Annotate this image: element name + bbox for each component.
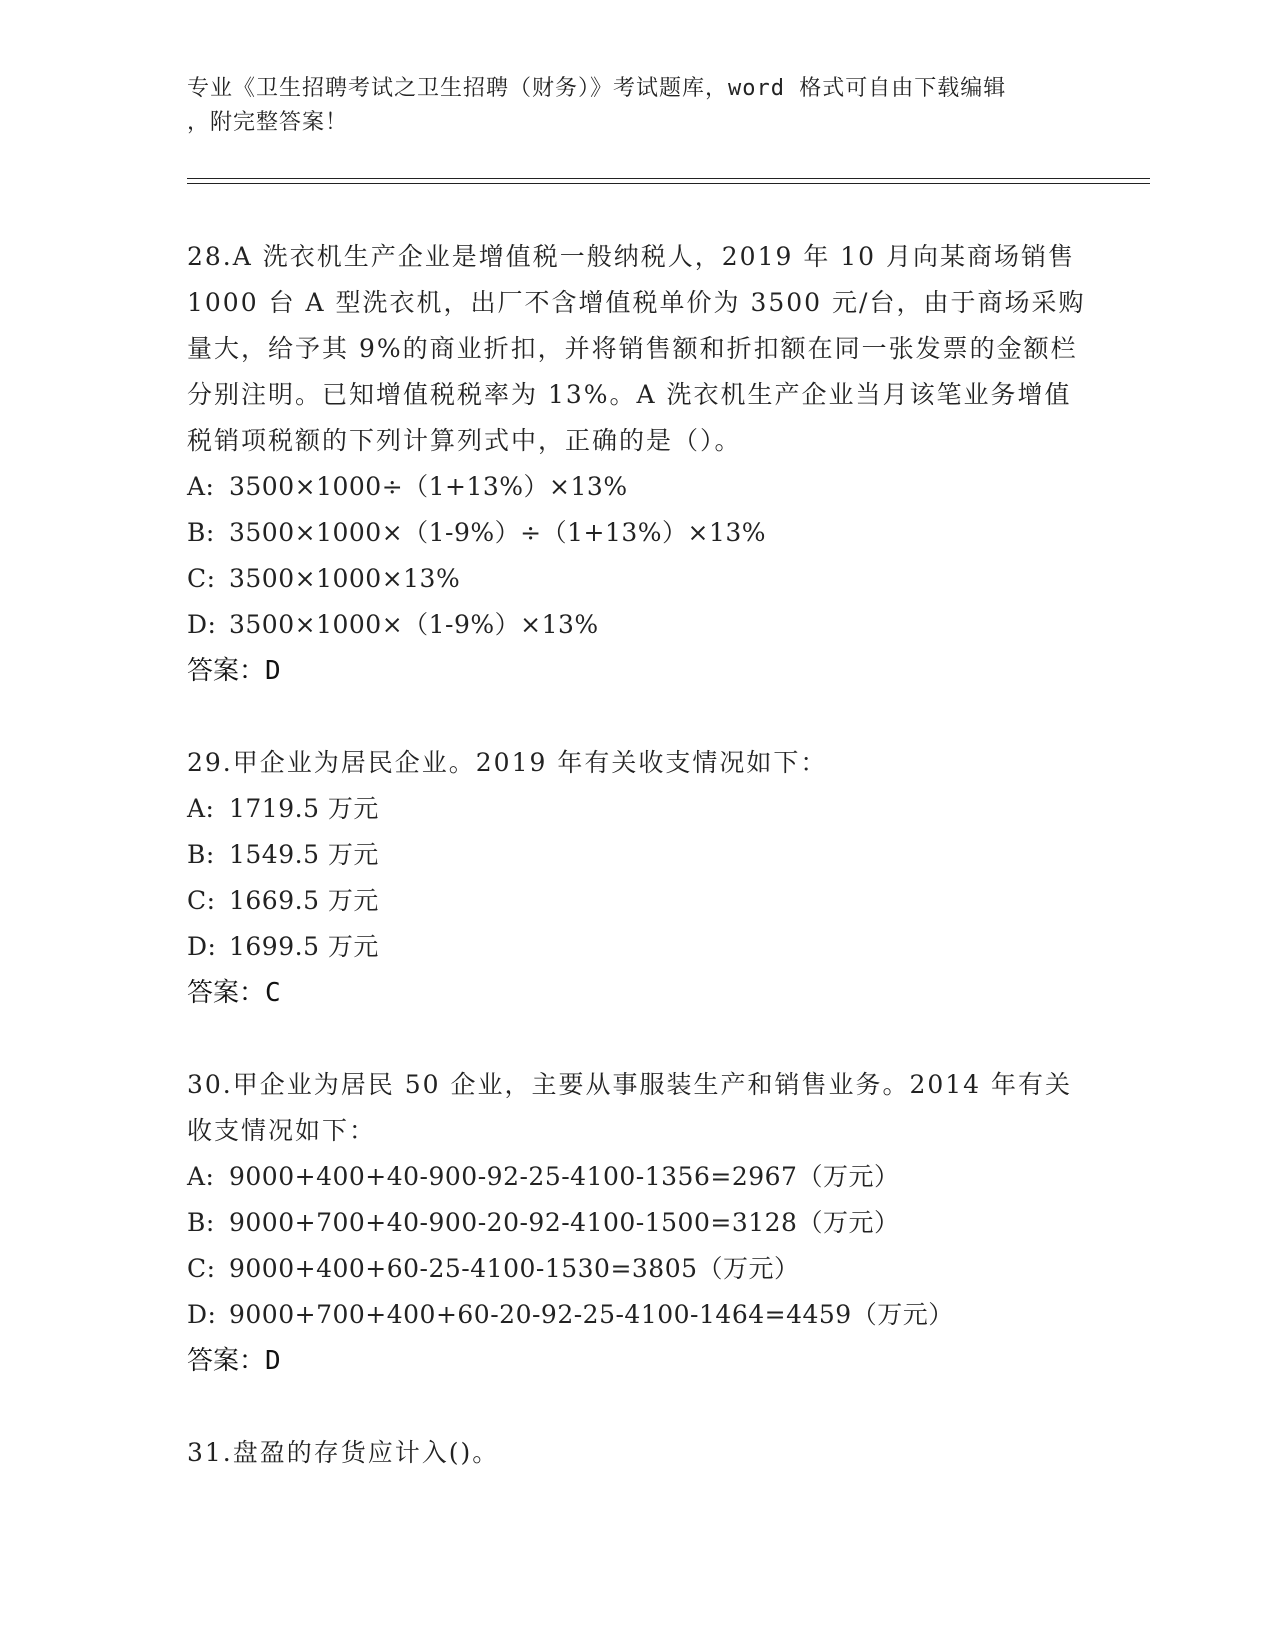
question-28 [187, 234, 1087, 694]
option-text: 1699.5 万元 [229, 932, 379, 961]
option-text: 3500×1000×（1-9%）÷（1+13%）×13% [229, 518, 767, 547]
option-c [187, 878, 1087, 924]
header-divider-bottom [187, 183, 1150, 184]
option-a [187, 464, 1087, 510]
option-text: 3500×1000÷（1+13%）×13% [229, 472, 628, 501]
option-a [187, 1154, 1087, 1200]
option-label: A: [187, 794, 215, 823]
answer-value: D [265, 656, 281, 686]
option-text: 3500×1000×13% [229, 564, 461, 593]
option-text: 9000+400+60-25-4100-1530=3805（万元） [229, 1254, 800, 1283]
option-label: D: [187, 932, 217, 961]
option-text: 9000+400+40-900-92-25-4100-1356=2967（万元） [229, 1162, 900, 1191]
question-30 [187, 1062, 1087, 1384]
question-text: 30.甲企业为居民 50 企业，主要从事服装生产和销售业务。2014 年有关收支情况如下： [187, 1070, 1073, 1145]
header-line-1: 专业《卫生招聘考试之卫生招聘（财务）》考试题库，word 格式可自由下载编辑 [187, 76, 1007, 101]
option-text: 1719.5 万元 [229, 794, 379, 823]
option-label: B: [187, 840, 215, 869]
answer-label: 答案： [187, 978, 266, 1008]
option-label: B: [187, 518, 215, 547]
header-divider-top [187, 178, 1150, 179]
question-list [187, 234, 1087, 1522]
option-label: B: [187, 1208, 215, 1237]
answer-label: 答案： [187, 656, 266, 686]
option-label: C: [187, 1254, 216, 1283]
option-label: A: [187, 472, 215, 501]
option-d [187, 602, 1087, 648]
answer-value: C [265, 978, 281, 1008]
question-31 [187, 1430, 1087, 1476]
option-c [187, 556, 1087, 602]
option-d [187, 924, 1087, 970]
question-text: 28.A 洗衣机生产企业是增值税一般纳税人，2019 年 10 月向某商场销售 1000 台 A 型洗衣机，出厂不含增值税单价为 3500 元/台，由于商场采购量大，给予其 9%的商业折扣，并将销售额和折扣额在同一张发票的金额栏分别注明。已知增值税税率为 13%。A 洗衣机生产企业当月该笔业务增值税销项税额的下列计算列式中，正确的是（）。 [187, 242, 1086, 455]
option-text: 1669.5 万元 [229, 886, 379, 915]
option-d [187, 1292, 1087, 1338]
answer-line [187, 970, 1087, 1016]
option-b [187, 1200, 1087, 1246]
option-c [187, 1246, 1087, 1292]
option-text: 1549.5 万元 [229, 840, 379, 869]
option-label: A: [187, 1162, 215, 1191]
answer-line [187, 648, 1087, 694]
header-line-2: ，附完整答案！ [187, 110, 349, 135]
document-header [187, 72, 1087, 140]
question-29 [187, 740, 1087, 1016]
question-text: 31.盘盈的存货应计入()。 [187, 1438, 500, 1467]
option-b [187, 510, 1087, 556]
question-text: 29.甲企业为居民企业。2019 年有关收支情况如下： [187, 748, 828, 777]
answer-label: 答案： [187, 1346, 266, 1376]
option-text: 3500×1000×（1-9%）×13% [229, 610, 599, 639]
option-b [187, 832, 1087, 878]
answer-value: D [265, 1346, 281, 1376]
option-a [187, 786, 1087, 832]
answer-line [187, 1338, 1087, 1384]
option-label: C: [187, 886, 216, 915]
option-label: D: [187, 1300, 217, 1329]
option-label: C: [187, 564, 216, 593]
option-text: 9000+700+40-900-20-92-4100-1500=3128（万元） [229, 1208, 900, 1237]
option-text: 9000+700+400+60-20-92-25-4100-1464=4459（万元） [229, 1300, 954, 1329]
option-label: D: [187, 610, 217, 639]
